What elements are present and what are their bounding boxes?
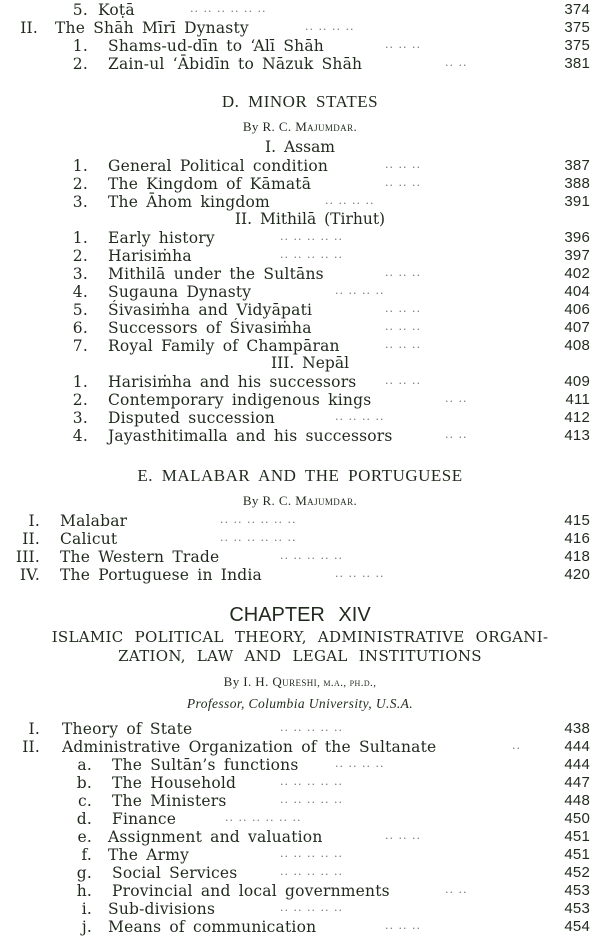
- toc-entry: [0, 427, 600, 445]
- chapter-byline: [0, 674, 600, 690]
- subsection-heading: II. Mithilā (Tirhut): [234, 210, 386, 228]
- entry-title: The Western Trade: [60, 548, 220, 566]
- entry-number: 2.: [72, 55, 88, 73]
- entry-title: Shams-ud-dīn to ‘Alī Shāh: [108, 37, 324, 55]
- leader-dots: ..: [512, 739, 521, 752]
- leader-dots: .. .. .. .. ..: [280, 847, 343, 860]
- toc-entry: [0, 37, 600, 55]
- page-number: 406: [564, 301, 590, 318]
- entry-number: a.: [77, 756, 92, 774]
- entry-number: I.: [28, 720, 40, 738]
- entry-number: c.: [77, 792, 92, 810]
- subsection-heading: I. Assam: [264, 138, 336, 156]
- page-number: 411: [565, 391, 590, 408]
- leader-dots: .. .. ..: [385, 158, 421, 171]
- leader-dots: .. ..: [445, 56, 468, 69]
- leader-dots: .. .. .. .. ..: [280, 865, 343, 878]
- leader-dots: .. .. ..: [385, 302, 421, 315]
- entry-number: II.: [22, 738, 40, 756]
- entry-number: II.: [20, 19, 38, 37]
- leader-dots: .. .. ..: [385, 38, 421, 51]
- page-number: 388: [564, 175, 590, 192]
- toc-entry: [0, 55, 600, 73]
- entry-number: 4.: [72, 427, 88, 445]
- page-number: 402: [564, 265, 590, 282]
- byline-prefix: By R. C.: [242, 119, 296, 134]
- leader-dots: .. .. .. .. ..: [280, 901, 343, 914]
- entry-number: 2.: [72, 175, 88, 193]
- toc-entry: [0, 247, 600, 265]
- entry-title: The Army: [108, 846, 190, 864]
- chapter-label: CHAPTER XIV: [229, 604, 371, 626]
- page-number: 418: [564, 548, 590, 565]
- page-number: 397: [564, 247, 590, 264]
- page-number: 438: [564, 720, 590, 737]
- toc-entry: [0, 792, 600, 810]
- toc-entry: [0, 774, 600, 792]
- leader-dots: .. .. .. ..: [305, 20, 355, 33]
- toc-entry: [0, 391, 600, 409]
- entry-title: Social Services: [112, 864, 238, 882]
- leader-dots: .. .. ..: [385, 374, 421, 387]
- leader-dots: .. ..: [445, 883, 468, 896]
- toc-entry: [0, 846, 600, 864]
- page-number: 407: [564, 319, 590, 336]
- toc-entry: [0, 512, 600, 530]
- leader-dots: .. .. .. ..: [335, 567, 385, 580]
- entry-title: Assignment and valuation: [108, 828, 323, 846]
- page-number: 453: [564, 882, 590, 899]
- entry-title: Zain-ul ‘Ābidīn to Nāzuk Shāh: [108, 55, 363, 73]
- page-number: 451: [564, 846, 590, 863]
- section-heading: E. MALABAR AND THE PORTUGUESE: [137, 466, 463, 485]
- author-affiliation: Professor, Columbia University, U.S.A.: [186, 696, 414, 711]
- page-number: 381: [564, 55, 590, 72]
- page-number: 444: [564, 738, 590, 755]
- toc-entry: [0, 756, 600, 774]
- entry-number: II.: [22, 530, 40, 548]
- entry-number: IV.: [19, 566, 40, 584]
- entry-title: Malabar: [60, 512, 128, 530]
- page-number: 447: [564, 774, 590, 791]
- page-number: 375: [564, 37, 590, 54]
- leader-dots: .. .. .. ..: [335, 757, 385, 770]
- toc-entry: [0, 229, 600, 247]
- toc-entry: [0, 738, 600, 756]
- toc-entry: [0, 337, 600, 355]
- entry-number: III.: [15, 548, 40, 566]
- page-number: 448: [564, 792, 590, 809]
- entry-number: f.: [81, 846, 92, 864]
- entry-number: 1.: [72, 37, 88, 55]
- chapter-title-line-2: ZATION, LAW AND LEGAL INSTITUTIONS: [118, 647, 482, 665]
- entry-title: Śivasiṁha and Vidyāpati: [108, 301, 313, 319]
- toc-entry: [0, 828, 600, 846]
- entry-title: Calicut: [60, 530, 118, 548]
- toc-entry: [0, 157, 600, 175]
- leader-dots: .. .. ..: [385, 919, 421, 932]
- author-name: Majumdar.: [295, 119, 358, 134]
- page-number: 387: [564, 157, 590, 174]
- entry-number: 1.: [72, 157, 88, 175]
- leader-dots: .. .. .. ..: [335, 410, 385, 423]
- section-byline: [0, 493, 600, 509]
- entry-number: 3.: [72, 193, 88, 211]
- entry-title: Administrative Organization of the Sultanate: [62, 738, 437, 756]
- author-degrees: , m.a., ph.d.,: [317, 677, 377, 689]
- leader-dots: .. .. .. .. .. ..: [220, 531, 297, 544]
- entry-number: 7.: [72, 337, 88, 355]
- entry-number: g.: [76, 864, 92, 882]
- entry-number: 3.: [72, 265, 88, 283]
- page-number: 454: [564, 918, 590, 935]
- page-number: 408: [564, 337, 590, 354]
- entry-number: j.: [81, 918, 92, 936]
- page-number: 409: [564, 373, 590, 390]
- entry-number: h.: [76, 882, 92, 900]
- entry-number: 6.: [72, 319, 88, 337]
- page-number: 375: [564, 19, 590, 36]
- entry-title: Early history: [108, 229, 215, 247]
- toc-entry: [0, 864, 600, 882]
- entry-number: I.: [28, 512, 40, 530]
- leader-dots: .. .. ..: [385, 176, 421, 189]
- page-number: 416: [564, 530, 590, 547]
- leader-dots: .. .. ..: [385, 320, 421, 333]
- page-number: 451: [564, 828, 590, 845]
- toc-entry: [0, 720, 600, 738]
- page-number: 391: [564, 193, 590, 210]
- entry-title: Disputed succession: [108, 409, 275, 427]
- entry-title: The Kingdom of Kāmatā: [108, 175, 312, 193]
- entry-title: Sugauna Dynasty: [108, 283, 252, 301]
- toc-entry: [0, 175, 600, 193]
- entry-title: Royal Family of Champāran: [108, 337, 340, 355]
- entry-title: Jayasthitimalla and his successors: [108, 427, 393, 445]
- leader-dots: .. .. .. .. ..: [280, 721, 343, 734]
- entry-title: The Portuguese in India: [60, 566, 262, 584]
- page-number: 396: [564, 229, 590, 246]
- entry-number: 4.: [72, 283, 88, 301]
- toc-entry: [0, 409, 600, 427]
- entry-number: 2.: [72, 247, 88, 265]
- entry-title: Theory of State: [62, 720, 193, 738]
- entry-number: 1.: [72, 373, 88, 391]
- leader-dots: .. .. .. .. ..: [280, 793, 343, 806]
- subsection-heading: III. Nepāl: [270, 354, 350, 372]
- page-number: 452: [564, 864, 590, 881]
- entry-number: 5.: [72, 301, 88, 319]
- toc-entry: [0, 530, 600, 548]
- entry-title: The Sultān’s functions: [112, 756, 299, 774]
- section-heading: D. MINOR STATES: [221, 92, 379, 111]
- leader-dots: .. .. .. .. ..: [280, 230, 343, 243]
- toc-entry: [0, 1, 600, 19]
- toc-entry: [0, 548, 600, 566]
- toc-entry: [0, 810, 600, 828]
- entry-title: The Household: [112, 774, 237, 792]
- leader-dots: .. .. ..: [385, 338, 421, 351]
- toc-entry: [0, 373, 600, 391]
- page-number: 450: [564, 810, 590, 827]
- toc-entry: [0, 265, 600, 283]
- leader-dots: .. ..: [445, 392, 468, 405]
- page-number: 420: [564, 566, 590, 583]
- leader-dots: .. .. .. .. ..: [280, 775, 343, 788]
- toc-entry: [0, 882, 600, 900]
- leader-dots: .. .. .. .. .. ..: [220, 513, 297, 526]
- entry-number: e.: [77, 828, 92, 846]
- entry-title: The Āhom kingdom: [108, 193, 270, 211]
- byline-prefix: By R. C.: [242, 493, 296, 508]
- leader-dots: .. .. .. ..: [325, 194, 375, 207]
- page-number: 415: [564, 512, 590, 529]
- entry-title: Contemporary indigenous kings: [108, 391, 372, 409]
- entry-title: Harisiṁha and his successors: [108, 373, 357, 391]
- page-number: 374: [564, 1, 590, 18]
- page-number: 453: [564, 900, 590, 917]
- leader-dots: .. .. ..: [385, 266, 421, 279]
- leader-dots: .. .. .. .. .. ..: [190, 2, 267, 15]
- entry-title: The Ministers: [112, 792, 227, 810]
- page-number: 444: [564, 756, 590, 773]
- toc-entry: [0, 566, 600, 584]
- entry-title: Sub-divisions: [108, 900, 216, 918]
- entry-number: 1.: [72, 229, 88, 247]
- entry-number: b.: [76, 774, 92, 792]
- toc-entry: [0, 19, 600, 37]
- entry-title: Means of communication: [108, 918, 317, 936]
- toc-entry: [0, 918, 600, 936]
- leader-dots: .. ..: [445, 428, 468, 441]
- toc-entry: [0, 301, 600, 319]
- page-number: 404: [564, 283, 590, 300]
- leader-dots: .. .. .. .. .. ..: [225, 811, 302, 824]
- toc-entry: [0, 900, 600, 918]
- byline-prefix: By I. H.: [223, 674, 273, 689]
- entry-number: d.: [76, 810, 92, 828]
- entry-title: Finance: [112, 810, 177, 828]
- leader-dots: .. .. ..: [385, 829, 421, 842]
- toc-entry: [0, 319, 600, 337]
- toc-entry: [0, 193, 600, 211]
- entry-title: Harisiṁha: [108, 247, 192, 265]
- toc-entry: [0, 283, 600, 301]
- entry-title: General Political condition: [108, 157, 329, 175]
- entry-title: Successors of Śivasiṁha: [108, 319, 312, 337]
- page-number: 412: [564, 409, 590, 426]
- entry-title: Provincial and local governments: [112, 882, 390, 900]
- entry-title: Koṭā: [98, 1, 135, 19]
- leader-dots: .. .. .. .. ..: [280, 549, 343, 562]
- entry-title: Mithilā under the Sultāns: [108, 265, 324, 283]
- chapter-title-line-1: ISLAMIC POLITICAL THEORY, ADMINISTRATIVE ORGANI-: [51, 628, 549, 646]
- leader-dots: .. .. .. ..: [335, 284, 385, 297]
- entry-number: i.: [81, 900, 92, 918]
- author-name: Qureshi: [272, 674, 318, 689]
- page-number: 413: [564, 427, 590, 444]
- entry-number: 5.: [72, 1, 88, 19]
- entry-number: 2.: [72, 391, 88, 409]
- leader-dots: .. .. .. .. ..: [280, 248, 343, 261]
- entry-title: The Shāh Mīrī Dynasty: [55, 19, 249, 37]
- entry-number: 3.: [72, 409, 88, 427]
- section-byline: [0, 119, 600, 135]
- author-name: Majumdar.: [295, 493, 358, 508]
